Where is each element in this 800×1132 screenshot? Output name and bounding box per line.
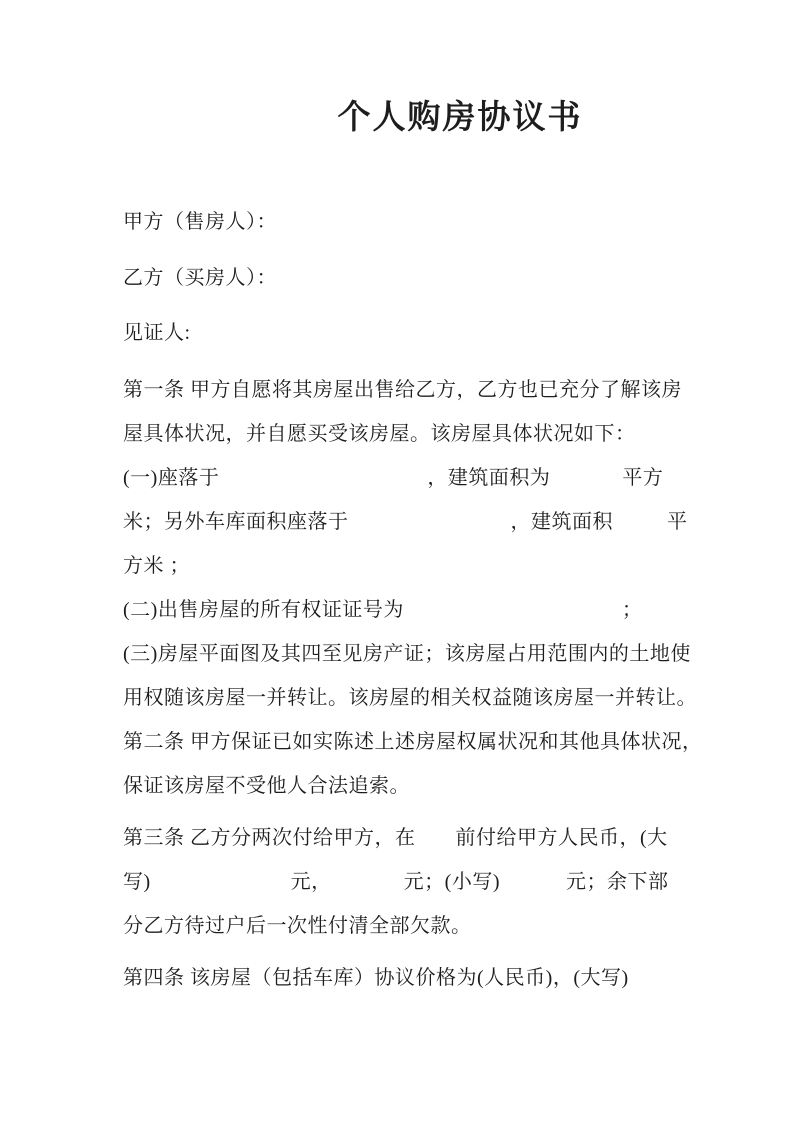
blank-field-house-location	[219, 483, 427, 484]
clause3-line1-text2: 前付给甲方人民币，(大	[455, 827, 668, 849]
contract-title: 个人购房协议书	[337, 100, 583, 136]
clause-4-block	[0, 956, 800, 1000]
clause3-line2-text1: 写)	[123, 871, 151, 893]
clause1-line6	[123, 588, 710, 632]
blank-field-amount-figures	[500, 887, 566, 888]
clause3-line1-text1: 第三条 乙方分两次付给甲方，在	[123, 827, 416, 849]
party-b-line: 乙方（买房人）：	[123, 267, 277, 289]
clause1-line4	[123, 500, 710, 544]
clause1-line4-text2: ，建筑面积	[510, 511, 613, 533]
clause4-line1: 第四条 该房屋（包括车库）协议价格为(人民币)，(大写)	[123, 967, 629, 989]
clause3-line2	[123, 860, 710, 904]
clause1-line7: (三)房屋平面图及其四至见房产证；该房屋占用范围内的土地使	[123, 643, 691, 665]
clause2-line2: 保证该房屋不受他人合法追索。	[123, 775, 410, 797]
clause1-line3	[123, 456, 710, 500]
clause1-line6-text1: (二)出售房屋的所有权证证号为	[123, 599, 404, 621]
clause1-line8: 用权随该房屋一并转让。该房屋的相关权益随该房屋一并转让。	[123, 687, 697, 709]
clause1-line1: 第一条 甲方自愿将其房屋出售给乙方，乙方也已充分了解该房	[123, 379, 682, 401]
clause1-line4-text1: 米；另外车库面积座落于	[123, 511, 349, 533]
clause3-line3: 分乙方待过户后一次性付清全部欠款。	[123, 915, 472, 937]
blank-field-certificate-number	[404, 615, 622, 616]
clause1-line3-text2: ，建筑面积为	[427, 467, 551, 489]
clause3-line1	[123, 816, 710, 860]
blank-field-amount-words-1	[151, 887, 291, 888]
clause1-line5: 方米 ；	[123, 555, 190, 577]
clause-3-block	[0, 816, 800, 948]
clause1-line2: 屋具体状况，并自愿买受该房屋。该房屋具体状况如下：	[123, 423, 636, 445]
blank-field-house-area	[550, 483, 622, 484]
clause1-line3-text3: 平方	[622, 467, 664, 489]
clause3-line2-text4: 元；余下部	[566, 871, 669, 893]
clause1-line4-text3: 平	[667, 511, 688, 533]
clause-1-2-block	[0, 368, 800, 808]
clause3-line2-text2: 元，	[290, 871, 332, 893]
party-a-line: 甲方（售房人）：	[123, 211, 277, 233]
witness-line: 见证人:	[123, 322, 191, 344]
clause1-line3-text1: (一)座落于	[123, 467, 220, 489]
clause2-line1: 第二条 甲方保证已如实陈述上述房屋权属状况和其他具体状况，	[123, 731, 703, 753]
clause1-line6-text2: ；	[621, 599, 643, 621]
blank-field-garage-location	[349, 527, 511, 528]
blank-field-amount-words-2	[332, 887, 404, 888]
blank-field-payment-date	[416, 843, 456, 844]
clause3-line2-text3: 元；(小写)	[403, 871, 500, 893]
blank-field-garage-area	[613, 527, 667, 528]
